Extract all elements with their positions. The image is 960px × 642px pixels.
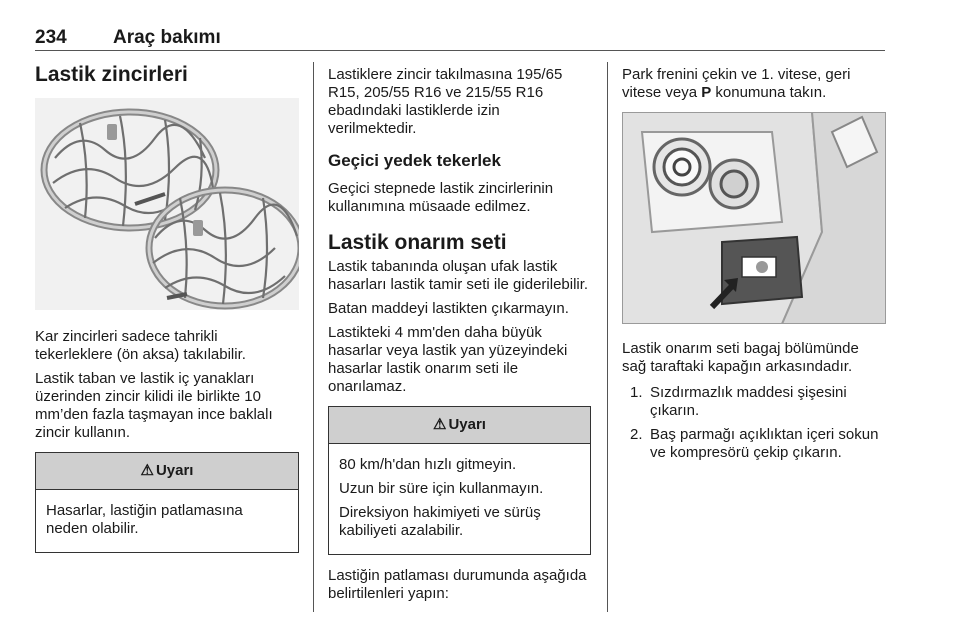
chains-fit-text: Kar zincirleri sadece tahrikli tekerleklere (ön aksa) takılabilir. — [35, 328, 246, 363]
column-1 — [35, 62, 299, 553]
repair-kit-text-1: Lastik tabanında oluşan ufak lastik hasarları lastik tamir seti ile giderilebilir. — [328, 258, 589, 293]
column-2 — [328, 62, 591, 603]
puncture-intro-text: Lastiğin patlaması durumunda aşağıda belirtilenleri yapın: — [328, 567, 587, 602]
page-number: 234 — [35, 27, 67, 48]
chains-type-text: Lastik taban ve lastik iç yanakları üzerinden zincir kilidi ile birlikte 10 mm’den fazla taşmayan ince baklalı zincir kullanın. — [35, 370, 273, 441]
warning-label: Uyarı — [448, 416, 486, 433]
warning-body — [36, 490, 298, 552]
trunk-compartment-drawing — [622, 112, 886, 324]
snow-chains-drawing — [35, 98, 299, 310]
warning-line: 80 km/h'dan hızlı gitmeyin. — [339, 456, 517, 473]
spare-wheel-text: Geçici stepnede lastik zincirlerinin kullanımına müsaade edilmez. — [328, 180, 554, 215]
list-item: 1. Sızdırmazlık maddesi şişesini çıkarın. — [630, 384, 847, 419]
repair-kit-location-text: Lastik onarım seti bagaj bölümünde sağ taraftaki kapağın arkasındadır. — [622, 340, 859, 375]
warning-text: Hasarlar, lastiğin patlamasına neden olabilir. — [46, 502, 243, 537]
column-divider-2 — [607, 62, 608, 612]
warning-box-chains — [35, 452, 299, 553]
instruction-steps — [622, 384, 886, 462]
page-title: Lastik zincirleri — [35, 63, 188, 86]
warning-box-repair-kit — [328, 406, 591, 555]
page-header — [35, 27, 885, 49]
column-divider-1 — [313, 62, 314, 612]
repair-kit-text-2: Batan maddeyi lastikten çıkarmayın. — [328, 300, 569, 317]
trunk-compartment-illustration — [622, 112, 886, 324]
repair-kit-heading: Lastik onarım seti — [328, 231, 507, 254]
column-3 — [622, 62, 886, 468]
warning-triangle-icon: ⚠ — [140, 462, 154, 479]
repair-kit-text-3: Lastikteki 4 mm'den daha büyük hasarlar veya lastik yan yüzeyindeki hasarlar lastik onarım seti ile onarılamaz. — [328, 324, 568, 395]
gear-p-label: P — [701, 84, 712, 101]
list-item: 2. Baş parmağı açıklıktan içeri sokun ve kompresörü çekip çıkarın. — [630, 426, 879, 461]
chain-sizes-text: Lastiklere zincir takılmasına 195/65 R15, 205/55 R16 ve 215/55 R16 ebadındaki lastiklerde izin verilmektedir. — [328, 66, 563, 137]
warning-header — [36, 453, 298, 490]
header-divider — [35, 50, 885, 51]
warning-body — [329, 444, 590, 554]
warning-line: Direksiyon hakimiyeti ve sürüş kabiliyeti azalabilir. — [339, 504, 541, 539]
spare-wheel-heading: Geçici yedek tekerlek — [328, 151, 501, 170]
warning-line: Uzun bir süre için kullanmayın. — [339, 480, 544, 497]
warning-triangle-icon: ⚠ — [433, 416, 447, 433]
parking-brake-text: Park frenini çekin ve 1. vitese, geri vitese veya P konumuna takın. — [622, 66, 851, 101]
warning-header — [329, 407, 590, 444]
section-title: Araç bakımı — [113, 27, 221, 48]
warning-label: Uyarı — [155, 462, 194, 479]
snow-chains-illustration — [35, 98, 299, 310]
